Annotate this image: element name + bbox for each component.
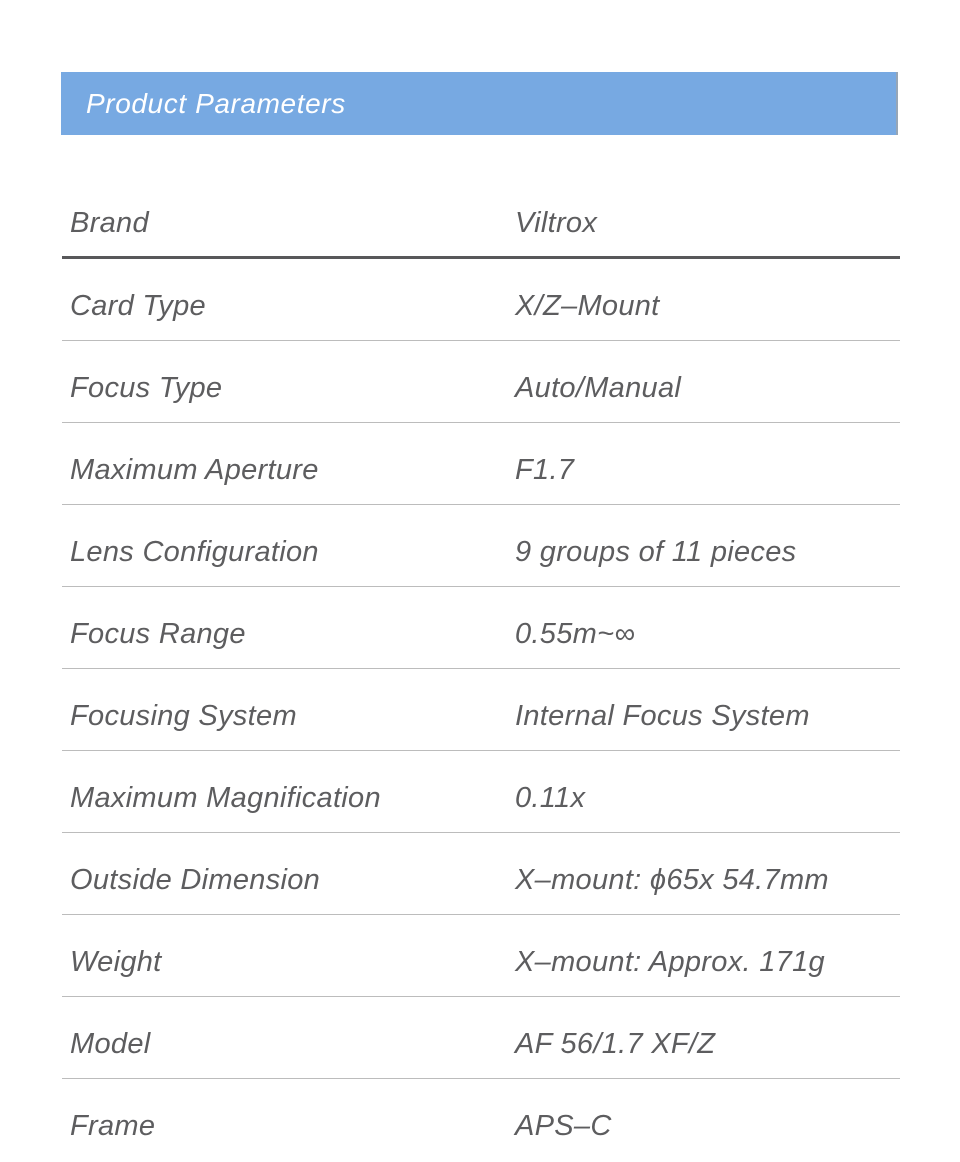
param-value: AF 56/1.7 XF/Z bbox=[515, 1027, 716, 1060]
table-row bbox=[62, 423, 900, 505]
table-row bbox=[62, 997, 900, 1079]
table-row bbox=[62, 915, 900, 997]
table-row bbox=[62, 751, 900, 833]
table-row bbox=[62, 341, 900, 423]
param-value: Internal Focus System bbox=[515, 699, 810, 732]
param-value: X/Z–Mount bbox=[515, 289, 660, 322]
table-row bbox=[62, 669, 900, 751]
param-label: Outside Dimension bbox=[70, 863, 321, 896]
param-value: 0.55m~∞ bbox=[515, 617, 636, 650]
param-value: Auto/Manual bbox=[515, 371, 682, 404]
param-label: Brand bbox=[70, 206, 149, 239]
param-value: APS–C bbox=[515, 1110, 612, 1142]
table-row bbox=[62, 505, 900, 587]
param-label: Weight bbox=[70, 945, 162, 978]
param-value: 0.11x bbox=[515, 781, 586, 814]
param-label: Lens Configuration bbox=[70, 535, 319, 568]
section-header-banner bbox=[61, 72, 898, 135]
param-label: Frame bbox=[70, 1110, 156, 1142]
table-row bbox=[62, 833, 900, 915]
param-value: X–mount: Approx. 171g bbox=[515, 945, 825, 978]
param-label: Maximum Aperture bbox=[70, 453, 319, 486]
param-label: Maximum Magnification bbox=[70, 781, 381, 814]
table-row bbox=[62, 1079, 900, 1161]
param-label: Card Type bbox=[70, 289, 206, 322]
param-value: 9 groups of 11 pieces bbox=[515, 535, 797, 568]
spec-table bbox=[62, 177, 900, 1161]
table-row bbox=[62, 259, 900, 341]
param-label: Focusing System bbox=[70, 699, 297, 732]
table-row bbox=[62, 177, 900, 259]
param-value: F1.7 bbox=[515, 453, 575, 486]
param-label: Model bbox=[70, 1027, 151, 1060]
param-value: X–mount: ϕ65x 54.7mm bbox=[515, 863, 829, 896]
param-label: Focus Range bbox=[70, 617, 246, 650]
param-value: Viltrox bbox=[515, 206, 598, 239]
table-row bbox=[62, 587, 900, 669]
param-label: Focus Type bbox=[70, 371, 223, 404]
section-title: Product Parameters bbox=[86, 87, 346, 119]
